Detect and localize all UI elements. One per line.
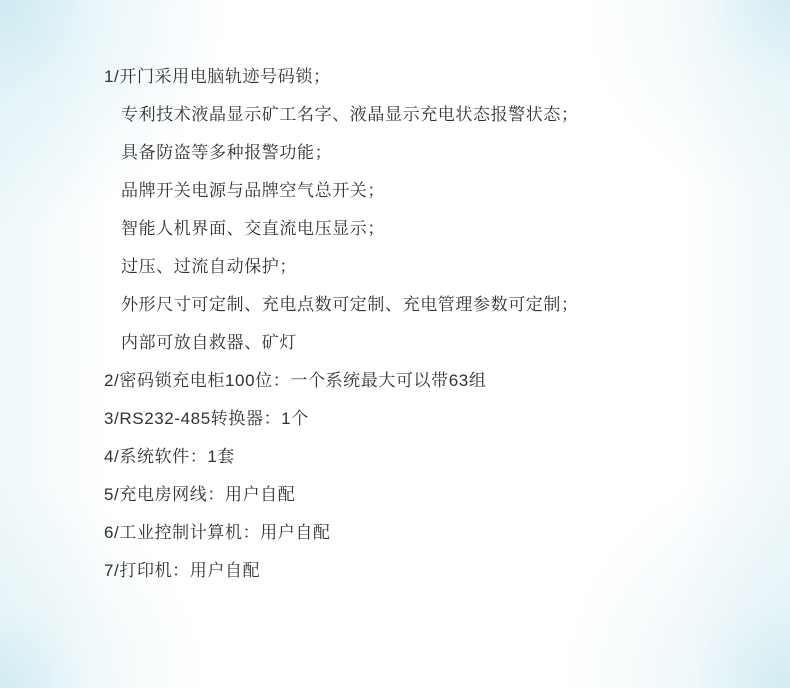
list-item: 内部可放自救器、矿灯 bbox=[121, 333, 297, 352]
list-item: 外形尺寸可定制、充电点数可定制、充电管理参数可定制； bbox=[121, 295, 579, 314]
list-item: 具备防盗等多种报警功能； bbox=[121, 143, 333, 162]
list-item: 智能人机界面、交直流电压显示； bbox=[121, 219, 385, 238]
specification-list bbox=[104, 58, 700, 590]
list-item: 过压、过流自动保护； bbox=[121, 257, 297, 276]
list-item: 2/密码锁充电柜100位：一个系统最大可以带63组 bbox=[104, 371, 487, 390]
list-item: 3/RS232-485转换器：1个 bbox=[104, 409, 309, 428]
list-item: 专利技术液晶显示矿工名字、液晶显示充电状态报警状态； bbox=[121, 105, 579, 124]
list-item: 1/开门采用电脑轨迹号码锁； bbox=[104, 67, 331, 86]
list-item: 7/打印机：用户自配 bbox=[104, 561, 261, 580]
list-item: 5/充电房网线：用户自配 bbox=[104, 485, 296, 504]
list-item: 6/工业控制计算机：用户自配 bbox=[104, 523, 331, 542]
list-item: 品牌开关电源与品牌空气总开关； bbox=[121, 181, 385, 200]
list-item: 4/系统软件：1套 bbox=[104, 447, 236, 466]
